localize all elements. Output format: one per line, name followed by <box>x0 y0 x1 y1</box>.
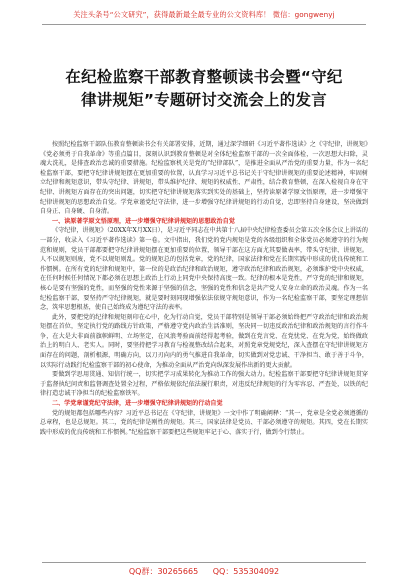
paragraph-section1-a: 《守纪律，讲规矩》（20XX年X月XX日），是习近平同志在中共第十八届中央纪律检查委员会第五次全体会议上讲话的一部分，收录入《习近平著作选读》第一卷。文中指出，我们党的党内规矩是党的各级组织和全体党员必须遵守的行为规范和规则，党员干部都要把守纪律讲规矩摆在更加重要的位置，领导干部在这方面尤其要做表率，带头守纪律、讲规矩。人不以规矩则废，党不以规矩则乱。党的规矩总的包括党章，党的纪律，国家法律和党在长期实践中形成的优良传统和工作惯例。在所有党的纪律和规矩中，第一位的是政治纪律和政治规矩，遵守政治纪律和政治规矩，必须维护党中央权威，在任何时候任何情况下都必须在思想上政治上行动上同党中央保持高度一致。纪律的根本是党性，严守党的纪律和规矩，核心是要有坚强的党性，而坚强的党性来源于坚强的信念，坚强的党性和信念是共产党人安身立命的政治灵魂。作为一名纪检监察干部，要坚持严守纪律规矩，就是要时刻同现增强依法依规守规矩意识，作为一名纪检监察干部，要坚定理想信念，筑牢思想根基，使自己始终成为遵纪守法的表率。 <box>40 227 368 312</box>
paragraph-intro: 按照纪检监察干部队伍教育整顿读书会有关部署安排，近期，通过深学细研《习近平著作选读》之《守纪律，讲规矩》《党必须勇于自我革命》等重点篇目，深刻认识到教育整顿是对全体纪检监察干部的一次全面体检，一次思想大扫除，灵魂大洗礼，是排查政治忠诚的重要措施。纪检监察机关是党的“纪律部队”，是推进全面从严治党的重要力量，作为一名纪检监察干部，要把守纪律讲规矩摆在更加重要的位置，认真学习习近平总书记关于守纪律讲规矩的重要论述精神，牢固树立纪律和规矩意识，带头守纪律、讲规矩，带头维护纪律、规矩的权威性、严肃性，结合教育整顿，在深入检视自身在守纪律、讲规矩方面存在的突出问题，切实把守纪律讲规矩落实到实处的基础上，坚持读原著学原文悟原理，进一步增强守纪律讲规矩的思想政治自觉。学党章谨党纪守法律，进一步增强守纪律讲规矩的行动自觉，忠即坚持自身建设，坚决做到自身正、自身硬、自身清。 <box>40 141 368 216</box>
paragraph-section1-c: 要做到学思用贯通、知信行统一，切实把学习成果转化为推动工作的强大动力。纪检监察干部要把守纪律讲规矩贯穿于监督执纪问责和监督调查处置全过程，严格依规依纪依法履行职责，对违反纪律规矩的行为零容忍、严查处，以铁的纪律打造忠诚干净担当的纪检监察铁军。 <box>40 371 368 398</box>
title-line-1: 在纪检监察干部教育整顿读书会暨“守纪 <box>65 68 343 86</box>
banner-text: 关注头条号“公文研究”，获得最新最全最专业的公文资料库！ 微信：gongwenyj <box>73 10 335 19</box>
header-banner <box>0 0 408 30</box>
paragraph-section1-b: 此外，要把党的纪律和规矩刻印在心中，化为行动自觉，党员干部特别是领导干部必须始终把严守政治纪律和政治规矩摆在首位，坚定执行党的路线方针政策，严格遵守党内政治生活准则，坚决同一切违反政治纪律和政治规矩的言行作斗争，在大是大非面前旗帜鲜明、立场坚定，在风浪考验面前经得起考验，做到在党言党、在党忧党、在党为党，始终做政治上的明白人、老实人。同时，要坚持把学习教育与检视整改结合起来，对照党章党规党纪，深入查摆在守纪律讲规矩方面存在的问题，剖析根源，明确方向，以刀刃向内的勇气推进自我革命，切实做到对党忠诚、干净担当、敢于善于斗争，以实际行动践行纪检监察干部的初心使命，为推动全面从严治党向纵深发展作出新的更大贡献。 <box>40 313 368 369</box>
section-heading-2: 二、学党章谨党纪守法律，进一步增强守纪律讲规矩的行动自觉 <box>52 400 223 408</box>
header-divider <box>42 24 366 25</box>
document-body <box>40 140 368 437</box>
section-heading-1: 一、读原著学原文悟原理，进一步增强守纪律讲规矩的思想政治自觉 <box>52 217 235 225</box>
footer-qq-contact: QQ：535304092 <box>212 567 280 576</box>
footer-qq-group: QQ群：30265665 <box>128 567 199 576</box>
document-title <box>40 66 368 112</box>
paragraph-section2-a: 党的规矩都包括哪些内容？习近平总书记在《守纪律，讲规矩》一文中作了明确阐释：“其一，党章是全党必须遵循的总章程，也是总规矩。其二，党的纪律是刚性的规矩。其三，国家法律是党员、干部必须遵守的规矩。其四，党在长期实践中形成的优良传统和工作惯例。”纪检监察干部要把这些规矩牢记于心、落实于行，做到令行禁止。 <box>40 409 368 436</box>
title-line-2: 律讲规矩”专题研讨交流会上的发言 <box>81 91 327 109</box>
footer <box>0 566 408 577</box>
footer-divider <box>42 562 366 563</box>
